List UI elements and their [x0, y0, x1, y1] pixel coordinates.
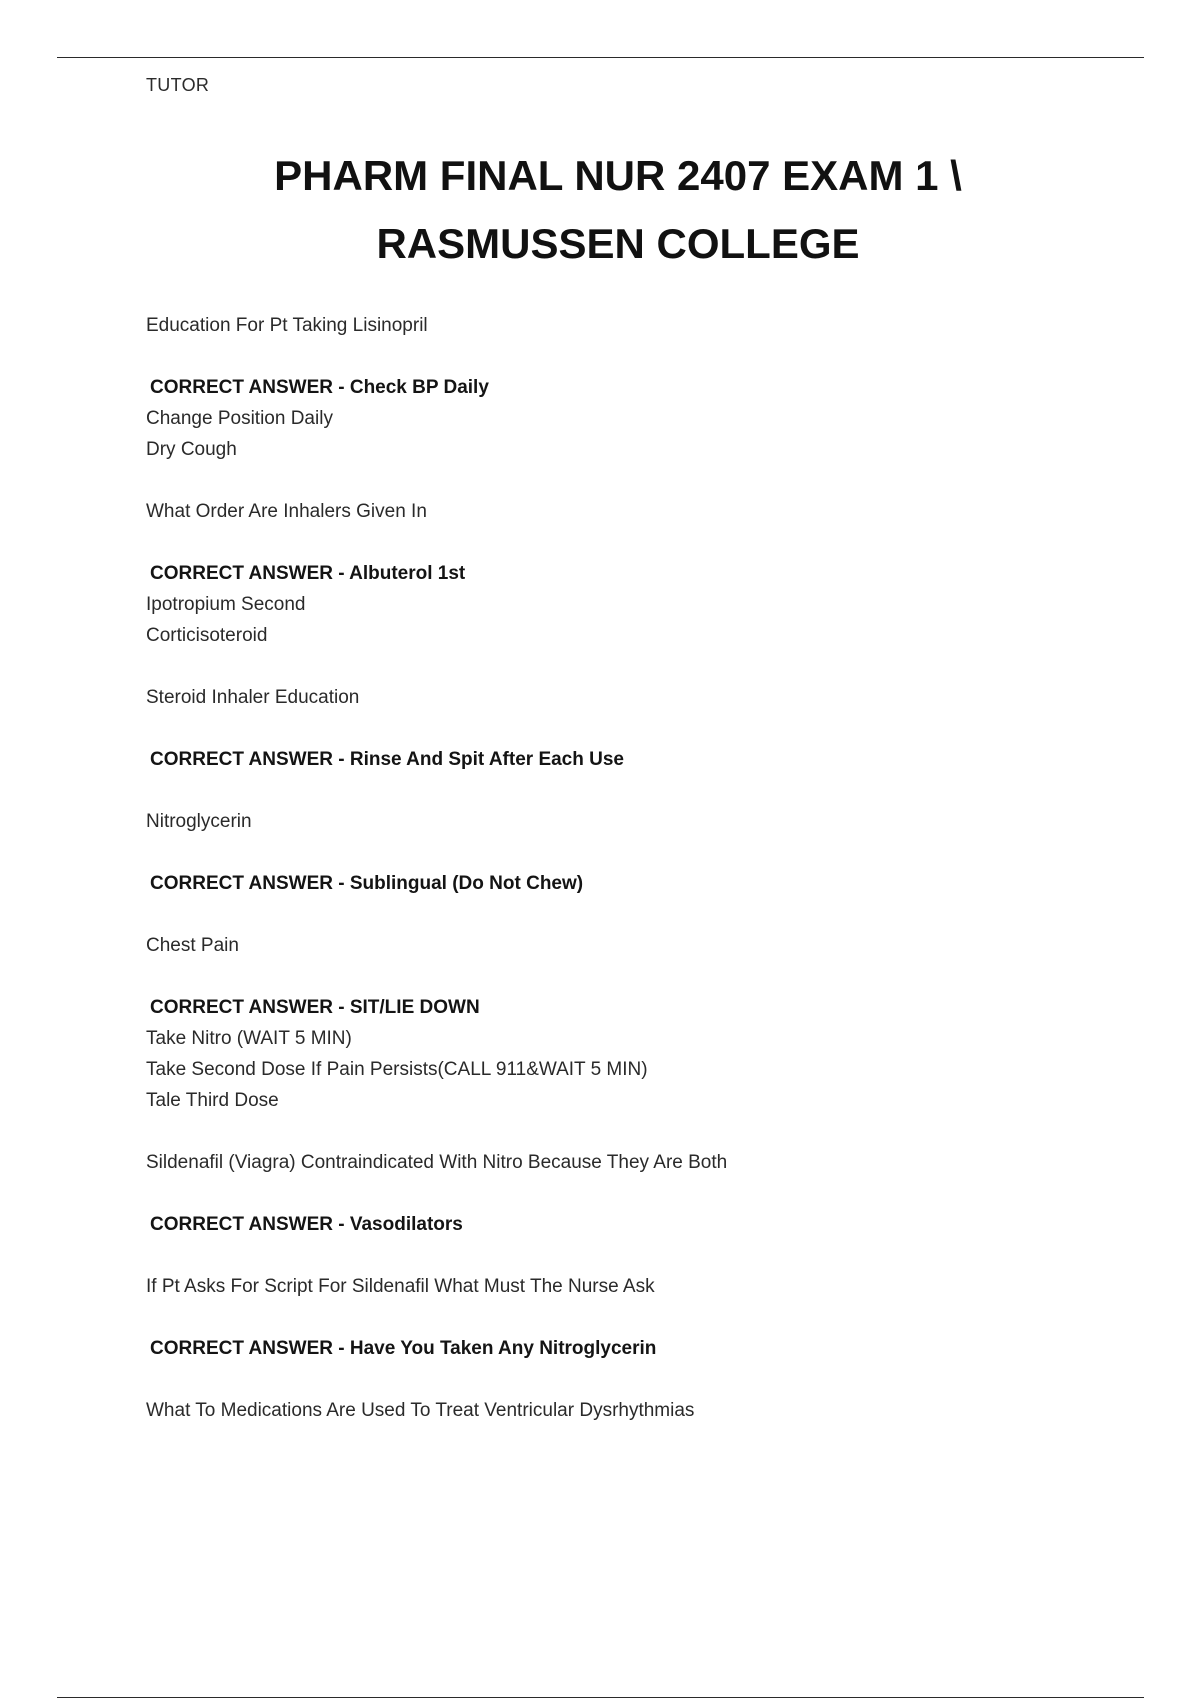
answer-detail-line: Corticisoteroid: [146, 625, 268, 646]
correct-answer: CORRECT ANSWER - Vasodilators: [150, 1214, 463, 1235]
spacer: [146, 651, 1106, 682]
answer-detail-line: Ipotropium Second: [146, 594, 306, 615]
correct-answer: CORRECT ANSWER - SIT/LIE DOWN: [150, 997, 480, 1018]
spacer: [146, 527, 1106, 558]
header-label: TUTOR: [146, 75, 210, 95]
spacer: [146, 713, 1106, 744]
correct-answer: CORRECT ANSWER - Have You Taken Any Nitroglycerin: [150, 1338, 657, 1359]
spacer: [146, 837, 1106, 868]
correct-answer: CORRECT ANSWER - Sublingual (Do Not Chew): [150, 873, 584, 894]
spacer: [146, 1302, 1106, 1333]
qa-item: [146, 930, 1106, 1116]
question-text: Steroid Inhaler Education: [146, 687, 360, 708]
correct-answer: CORRECT ANSWER - Albuterol 1st: [150, 563, 466, 584]
spacer: [146, 1364, 1106, 1395]
question-text: Sildenafil (Viagra) Contraindicated With Nitro Because They Are Both: [146, 1152, 728, 1173]
answer-detail-line: Take Nitro (WAIT 5 MIN): [146, 1028, 352, 1049]
spacer: [146, 1178, 1106, 1209]
spacer: [146, 1116, 1106, 1147]
question-text: If Pt Asks For Script For Sildenafil What Must The Nurse Ask: [146, 1276, 655, 1297]
spacer: [146, 961, 1106, 992]
qa-item: [146, 496, 1106, 651]
question-text: What To Medications Are Used To Treat Ventricular Dysrhythmias: [146, 1400, 695, 1421]
question-text: Education For Pt Taking Lisinopril: [146, 315, 428, 336]
qa-item: [146, 310, 1106, 465]
qa-item: [146, 1395, 1106, 1426]
bottom-rule: [57, 1697, 1144, 1698]
question-text: Nitroglycerin: [146, 811, 252, 832]
answer-detail-line: Change Position Daily: [146, 408, 333, 429]
spacer: [146, 1240, 1106, 1271]
spacer: [146, 899, 1106, 930]
answer-detail-line: Tale Third Dose: [146, 1090, 279, 1111]
top-rule: [57, 57, 1144, 58]
document-title-line-2: RASMUSSEN COLLEGE: [376, 220, 860, 267]
qa-item: [146, 806, 1106, 899]
qa-list: [146, 310, 1106, 1426]
correct-answer: CORRECT ANSWER - Rinse And Spit After Each Use: [150, 749, 624, 770]
spacer: [146, 341, 1106, 372]
question-text: Chest Pain: [146, 935, 239, 956]
qa-item: [146, 682, 1106, 775]
qa-item: [146, 1147, 1106, 1240]
answer-detail-line: Take Second Dose If Pain Persists(CALL 911&WAIT 5 MIN): [146, 1059, 648, 1080]
spacer: [146, 465, 1106, 496]
document-title-line-1: PHARM FINAL NUR 2407 EXAM 1 \: [274, 152, 962, 199]
qa-item: [146, 1271, 1106, 1364]
question-text: What Order Are Inhalers Given In: [146, 501, 427, 522]
answer-detail-line: Dry Cough: [146, 439, 237, 460]
correct-answer: CORRECT ANSWER - Check BP Daily: [150, 377, 489, 398]
spacer: [146, 775, 1106, 806]
